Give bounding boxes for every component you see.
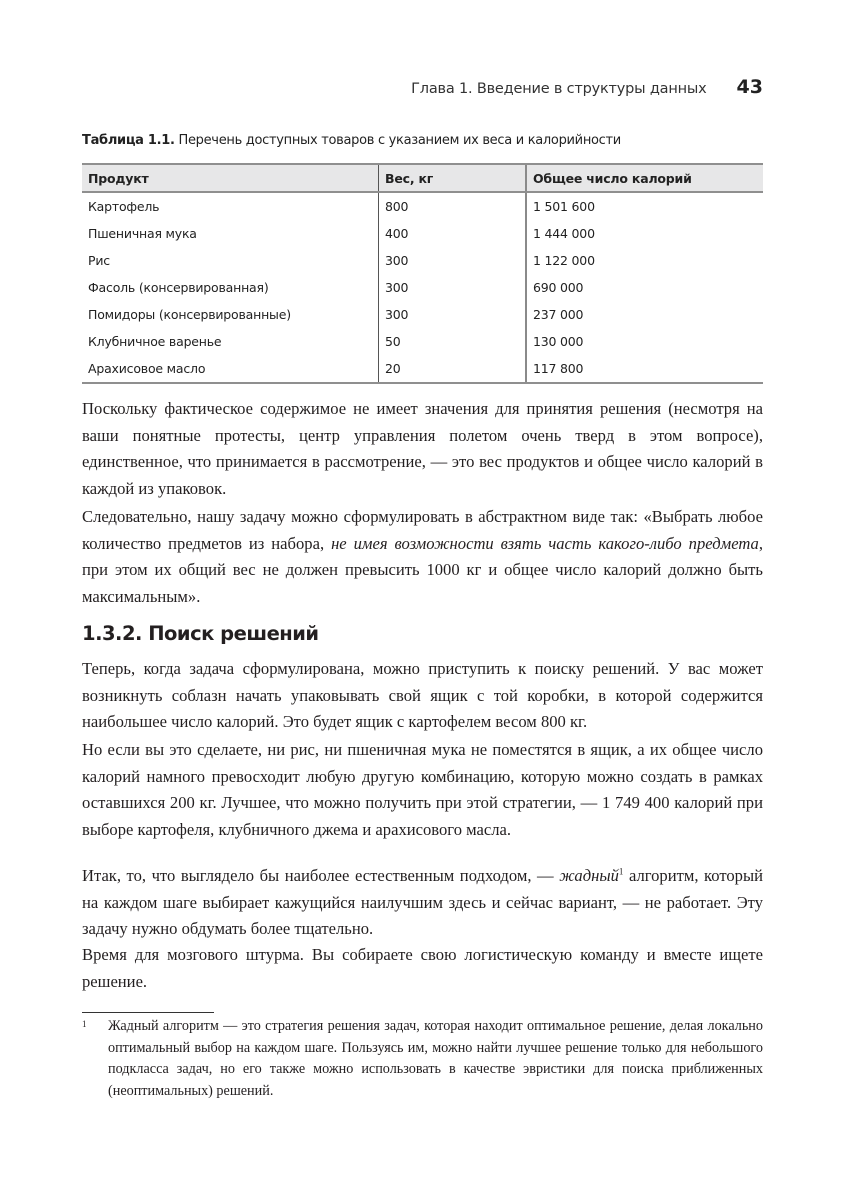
table-row [82, 328, 763, 355]
cell-product: Клубничное варенье [88, 334, 222, 349]
table-row [82, 192, 763, 220]
paragraph-text: , при этом их общий вес не должен превысить 1000 кг и общее число калорий должно быть максимальным». [82, 533, 763, 606]
table-caption-label: Таблица 1.1. [82, 133, 175, 148]
column-header-product: Продукт [82, 164, 379, 192]
paragraph-greedy-result: Но если вы это сделаете, ни рис, ни пшеничная мука не поместятся в ящик, а их общее число калорий намного превосходит любую другую комбинацию, которую можно создать в рамках оставшихся 200 кг. Лучшее, что можно получить при этой стратегии, — 1 749 400 калорий при выборе картофеля, клубничного джема и арахисового масла. [82, 740, 763, 839]
footnote [82, 1016, 763, 1102]
paragraph-text: Следовательно, нашу задачу можно сформулировать в абстрактном виде так: «Выбрать любое количество предметов из набора, [82, 507, 763, 553]
footnote-mark: 1 [82, 1019, 87, 1029]
cell-calories: 237 000 [526, 301, 763, 328]
footnote-reference[interactable]: 1 [618, 866, 624, 877]
paragraph-brainstorm: Время для мозгового штурма. Вы собираете свою логистическую команду и вместе ищете решение. [82, 945, 763, 991]
cell-calories: 1 122 000 [526, 247, 763, 274]
emphasis-text: не имея возможности взять часть какого-либо предмета [331, 533, 759, 553]
footnote-divider [82, 1012, 214, 1013]
products-table [82, 163, 763, 384]
table-header-row [82, 164, 763, 192]
cell-product: Картофель [88, 199, 160, 214]
table-row [82, 355, 763, 383]
cell-calories: 117 800 [526, 355, 763, 383]
chapter-title: Глава 1. Введение в структуры данных [411, 81, 707, 97]
paragraph-abstract-formulation [82, 504, 763, 610]
cell-product: Пшеничная мука [88, 226, 197, 241]
table-row [82, 301, 763, 328]
paragraph-text: алгоритм, который на каждом шаге выбирает кажущийся наилучшим здесь и сейчас вариант, — не работает. Эту задачу нужно обдумать более тщательно. [82, 866, 764, 938]
paragraph-content-irrelevance: Поскольку фактическое содержимое не имеет значения для принятия решения (несмотря на ваши понятные протесты, центр управления полетом очень тверд в этом вопросе), единственное, что принимается в рассмотрение, — это вес продуктов и общее число калорий в каждой из упаковок. [82, 399, 763, 498]
emphasis-text: жадный [559, 866, 619, 885]
cell-product: Помидоры (консервированные) [88, 307, 291, 322]
cell-calories: 1 501 600 [526, 192, 763, 220]
cell-product: Арахисовое масло [82, 355, 379, 383]
cell-weight: 400 [379, 220, 527, 247]
cell-weight: 300 [379, 301, 527, 328]
table-row [82, 274, 763, 301]
running-head [400, 76, 763, 98]
footnote-text: Жадный алгоритм — это стратегия решения задач, которая находит оптимальное решение, делая локально оптимальный выбор на каждом шаге. Пользуясь им, можно найти лучшее решение только для небольшого подкласса задач, но его также можно использовать в качестве эвристики для поиска приближенных (неоптимальных) решений. [108, 1018, 763, 1099]
table-caption [82, 133, 772, 148]
cell-calories: 1 444 000 [526, 220, 763, 247]
paragraph-greedy-fails [82, 863, 763, 943]
table-row [82, 220, 763, 247]
cell-calories: 690 000 [526, 274, 763, 301]
cell-weight: 300 [379, 274, 527, 301]
cell-product: Рис [88, 253, 110, 268]
paragraph-text: Итак, то, что выглядело бы наиболее естественным подходом, — [82, 866, 560, 885]
cell-weight: 50 [379, 328, 527, 355]
table-caption-text: Перечень доступных товаров с указанием их веса и калорийности [174, 133, 621, 148]
section-heading: 1.3.2. Поиск решений [82, 622, 319, 645]
table-row [82, 247, 763, 274]
cell-weight: 20 [379, 355, 527, 383]
cell-weight: 800 [379, 192, 527, 220]
paragraph-start-search: Теперь, когда задача сформулирована, можно приступить к поиску решений. У вас может возникнуть соблазн начать упаковывать свой ящик с той коробки, в которой содержится наибольшее число калорий. Это будет ящик с картофелем весом 800 кг. [82, 659, 763, 731]
column-header-weight: Вес, кг [379, 164, 527, 192]
page-number: 43 [736, 76, 763, 98]
column-header-calories: Общее число калорий [526, 164, 763, 192]
cell-product: Фасоль (консервированная) [88, 280, 269, 295]
cell-calories: 130 000 [526, 328, 763, 355]
cell-weight: 300 [379, 247, 527, 274]
